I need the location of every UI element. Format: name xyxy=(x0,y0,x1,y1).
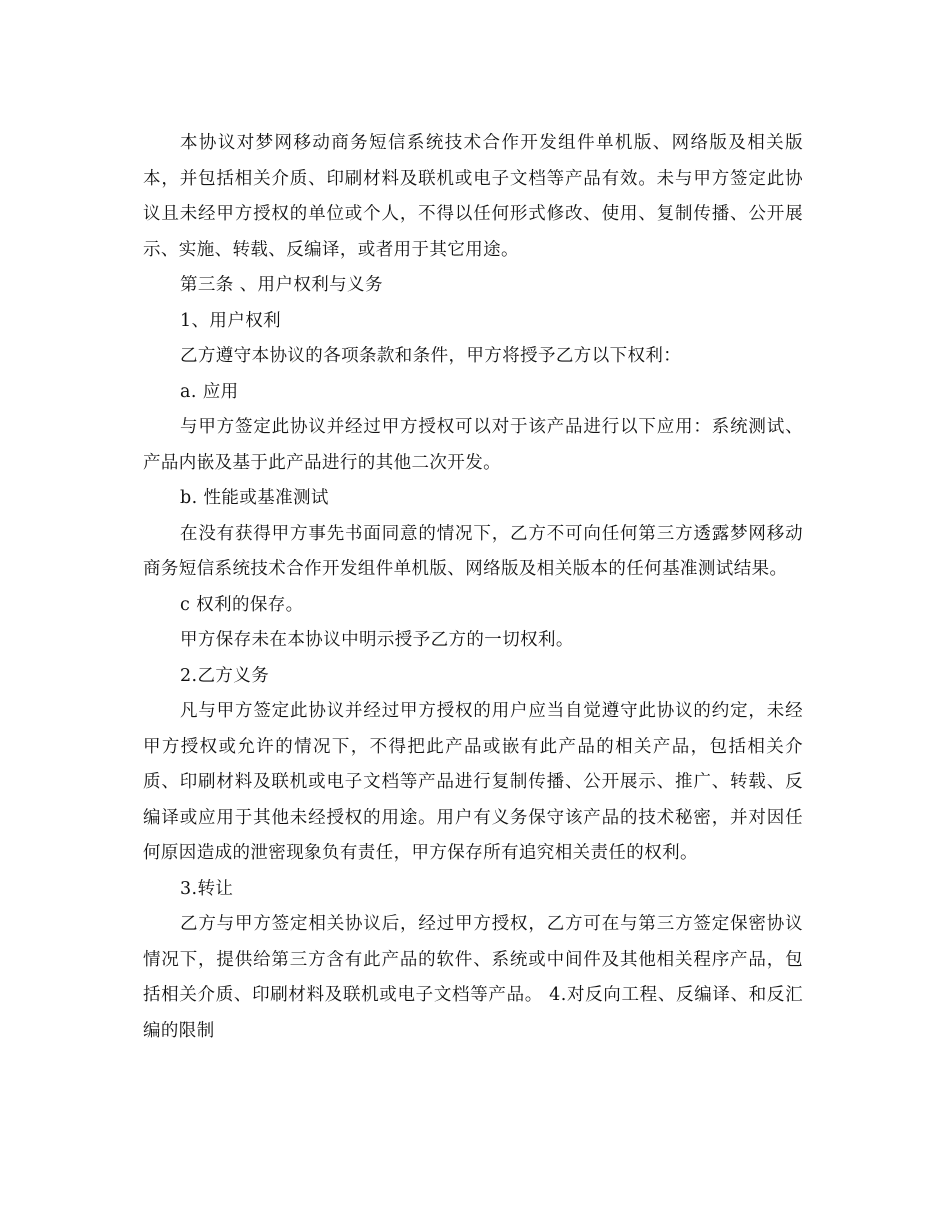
paragraph-application: 与甲方签定此协议并经过甲方授权可以对于该产品进行以下应用：系统测试、产品内嵌及基于此产品进行的其他二次开发。 xyxy=(143,417,803,473)
heading-transfer: 3.转让 xyxy=(180,878,234,899)
paragraph-benchmark: 在没有获得甲方事先书面同意的情况下，乙方不可向任何第三方透露梦网移动商务短信系统技术合作开发组件单机版、网络版及相关版本的任何基准测试结果。 xyxy=(143,523,803,579)
document-body xyxy=(143,126,803,1049)
heading-benchmark: b. 性能或基准测试 xyxy=(180,488,329,508)
paragraph-scope: 本协议对梦网移动商务短信系统技术合作开发组件单机版、网络版及相关版本，并包括相关介质、印刷材料及联机或电子文档等产品有效。未与甲方签定此协议且未经甲方授权的单位或个人，不得以任何形式修改、使用、复制传播、公开展示、实施、转载、反编译，或者用于其它用途。 xyxy=(143,133,803,260)
heading-obligations: 2.乙方义务 xyxy=(180,665,270,686)
paragraph-rights-reserved: 甲方保存未在本协议中明示授予乙方的一切权利。 xyxy=(180,630,574,650)
paragraph-transfer: 乙方与甲方签定相关协议后，经过甲方授权，乙方可在与第三方签定保密协议情况下，提供给第三方含有此产品的软件、系统或中间件及其他相关程序产品，包括相关介质、印刷材料及联机或电子文档等产品。 4.对反向工程、反编译、和反汇编的限制 xyxy=(143,914,803,1041)
heading-application: a. 应用 xyxy=(180,381,239,402)
heading-article-3: 第三条 、用户权利与义务 xyxy=(180,275,383,295)
heading-rights-reserved: c 权利的保存。 xyxy=(180,594,304,615)
paragraph-obligations: 凡与甲方签定此协议并经过甲方授权的用户应当自觉遵守此协议的约定，未经甲方授权或允许的情况下，不得把此产品或嵌有此产品的相关产品，包括相关介质、印刷材料及联机或电子文档等产品进行复制传播、公开展示、推广、转载、反编译或应用于其他未经授权的用途。用户有义务保守该产品的技术秘密，并对因任何原因造成的泄密现象负有责任，甲方保存所有追究相关责任的权利。 xyxy=(143,701,803,863)
heading-user-rights: 1、用户权利 xyxy=(180,310,282,331)
paragraph-rights-intro: 乙方遵守本协议的各项条款和条件，甲方将授予乙方以下权利： xyxy=(180,346,682,366)
